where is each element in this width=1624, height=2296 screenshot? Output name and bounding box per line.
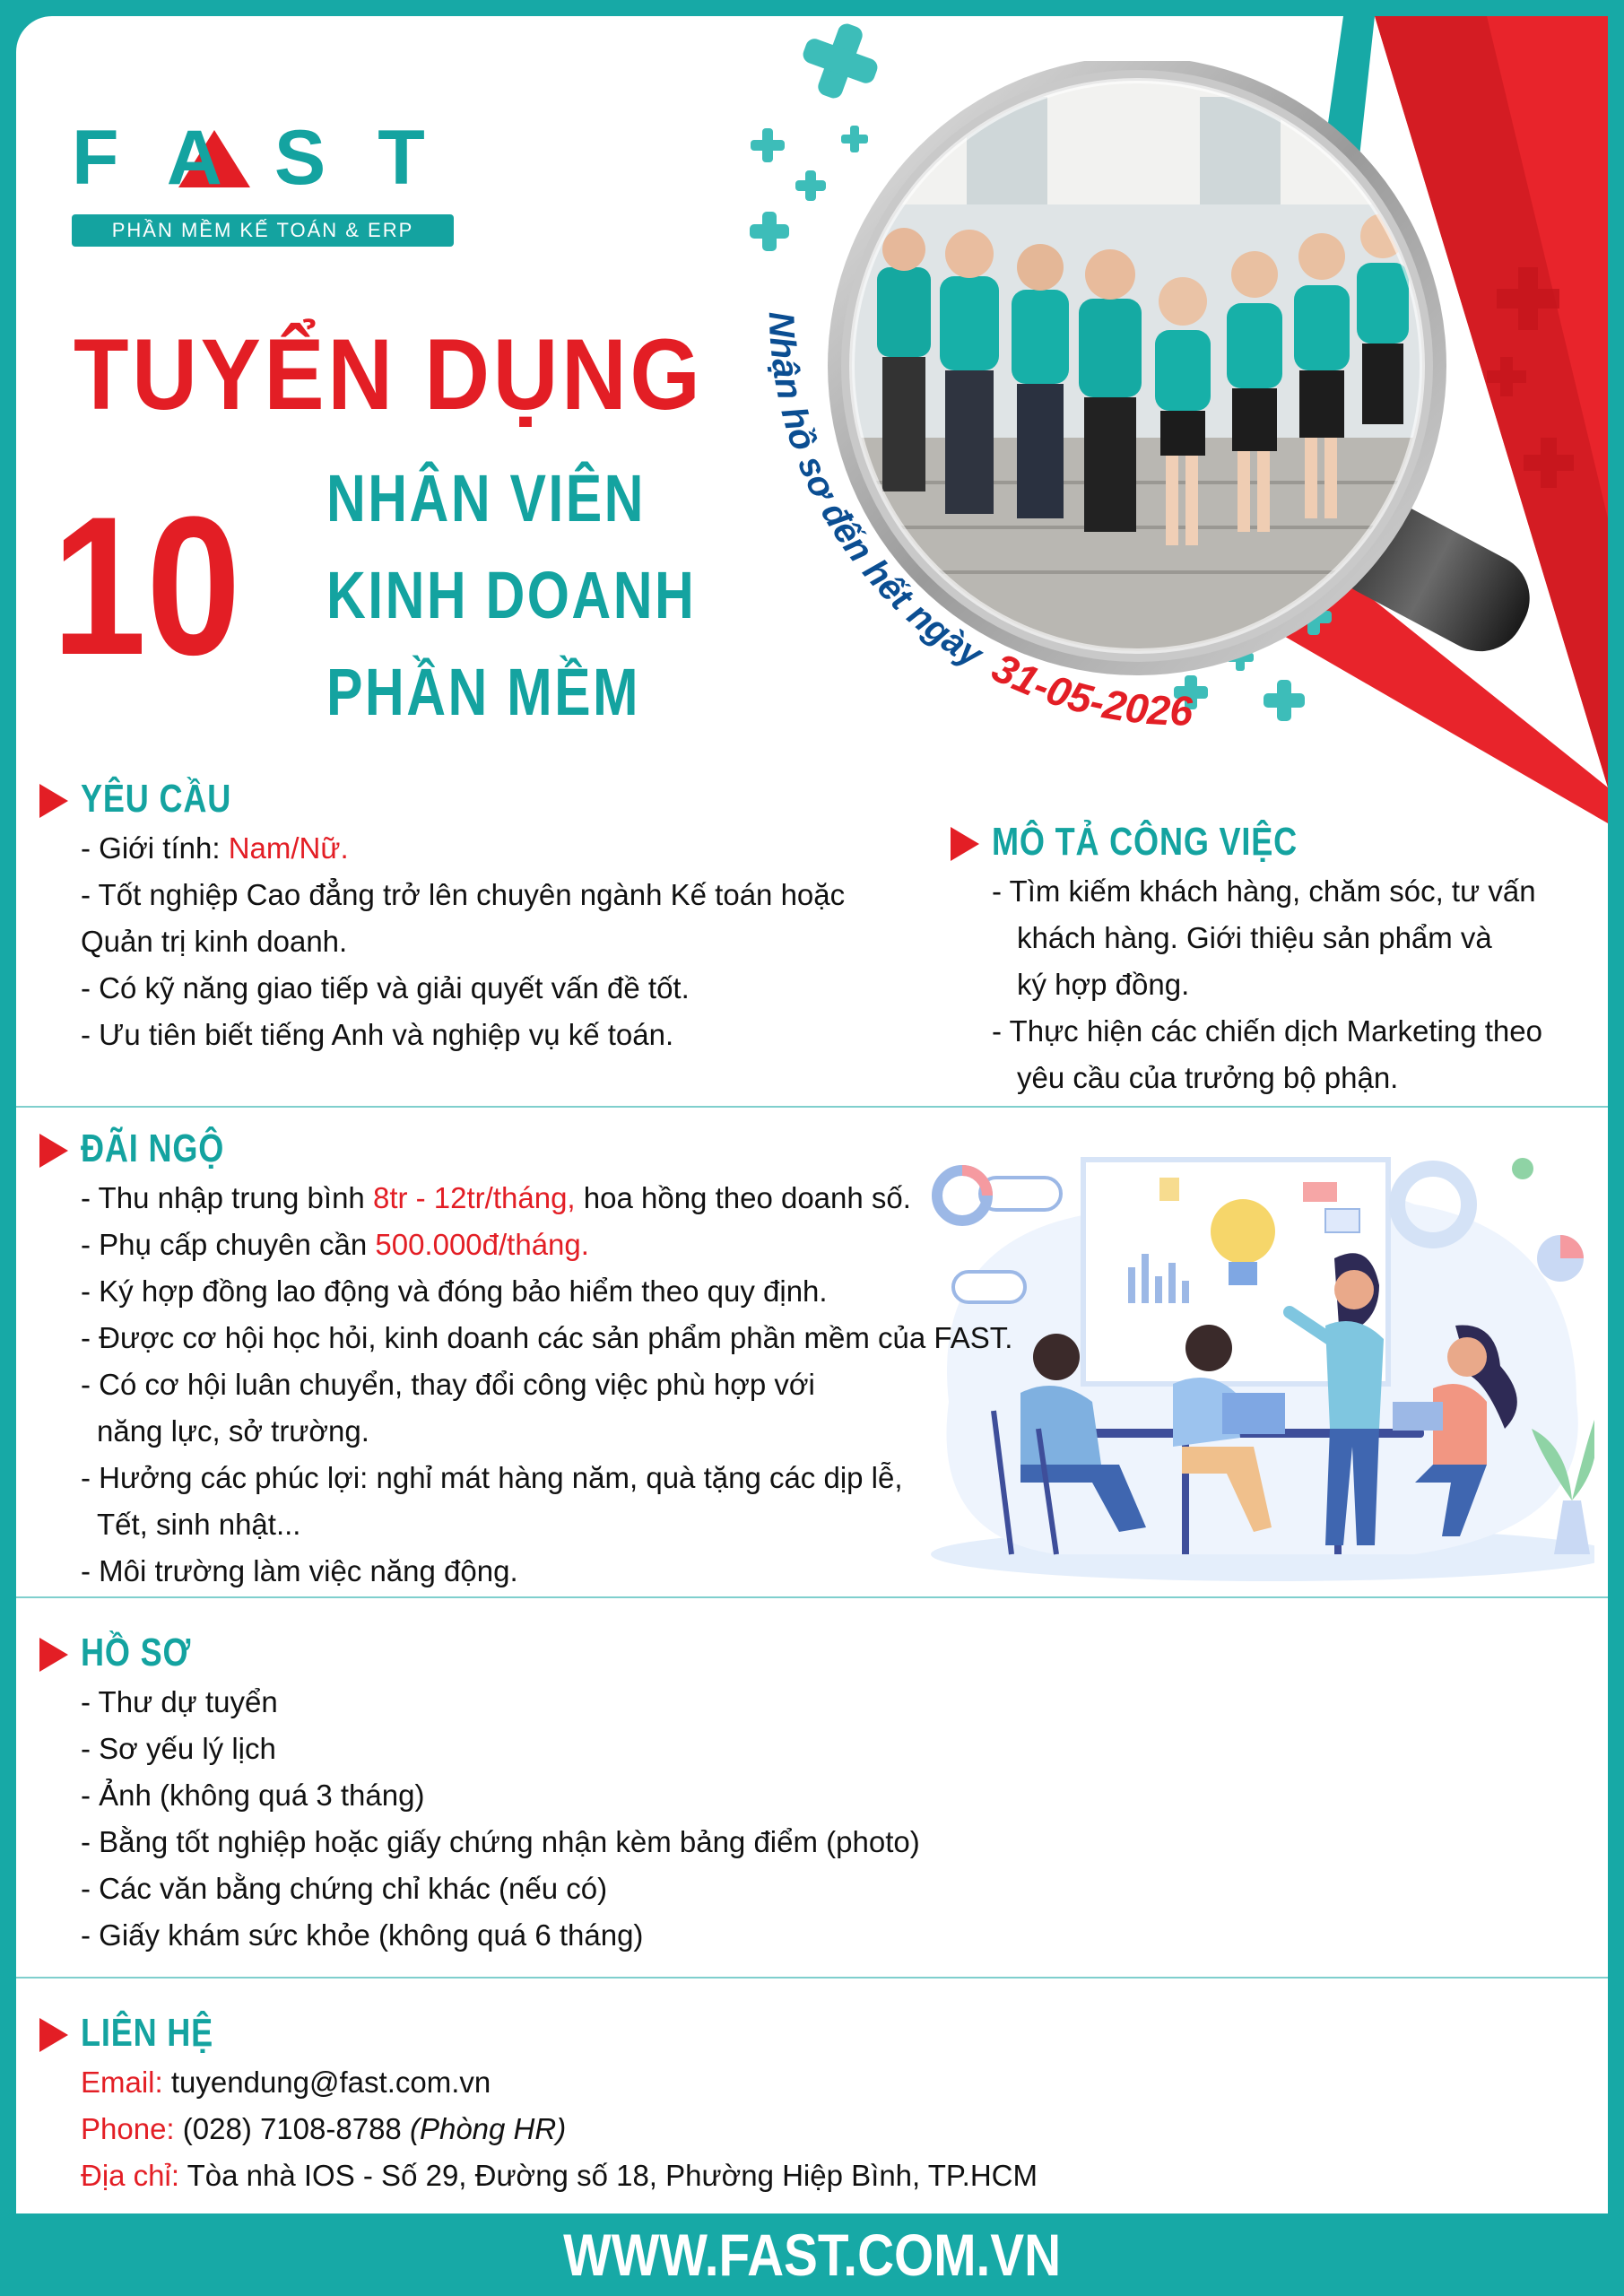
job-description-bullet-icon [951, 827, 979, 861]
position-line-1: NHÂN VIÊN [326, 461, 646, 535]
logo-tagline: PHẦN MỀM KẾ TOÁN & ERP [72, 214, 454, 247]
benefits-line-5: - Hưởng các phúc lợi: nghỉ mát hàng năm, quà tặng các dịp lễ, [81, 1461, 903, 1494]
income-suffix: hoa hồng theo doanh số. [575, 1181, 911, 1214]
allowance-prefix: - Phụ cấp chuyên cần [81, 1228, 376, 1261]
contact-email [81, 2059, 491, 2106]
contact-address [81, 2152, 1038, 2199]
deadline-date: 31-05-2026 [985, 643, 1194, 735]
footer-website[interactable] [0, 2213, 1624, 2296]
gender-value: Nam/Nữ. [228, 831, 349, 865]
allowance-value: 500.000đ/tháng. [375, 1228, 589, 1261]
phone-value[interactable]: (028) 7108-8788 [182, 2112, 410, 2145]
deadline-arc [698, 240, 1254, 796]
job-description-line-1: - Tìm kiếm khách hàng, chăm sóc, tư vấn [992, 874, 1536, 908]
documents-line-2: - Sơ yếu lý lịch [81, 1732, 276, 1765]
benefits-income [81, 1175, 911, 1222]
job-description-line-5: yêu cầu của trưởng bộ phận. [1017, 1061, 1399, 1094]
documents-line-6: - Giấy khám sức khỏe (không quá 6 tháng) [81, 1918, 644, 1952]
gender-label: - Giới tính: [81, 831, 229, 865]
documents-line-1: - Thư dự tuyển [81, 1685, 278, 1718]
position-line-3: PHẦN MỀM [326, 655, 641, 729]
contact-bullet-icon [39, 2018, 68, 2052]
benefits-line-2: - Được cơ hội học hỏi, kinh doanh các sản phẩm phần mềm của FAST. [81, 1321, 1013, 1354]
requirements-gender [81, 825, 349, 872]
job-description-line-4: - Thực hiện các chiến dịch Marketing theo [992, 1014, 1542, 1048]
documents-line-3: - Ảnh (không quá 3 tháng) [81, 1779, 425, 1812]
contact-title: LIÊN HỆ [81, 2011, 214, 2055]
benefits-title: ĐÃI NGỘ [81, 1126, 225, 1170]
documents-line-5: - Các văn bằng chứng chỉ khác (nếu có) [81, 1872, 608, 1905]
job-description-line-3: ký hợp đồng. [1017, 968, 1190, 1001]
logo-brand: FAST [72, 115, 477, 201]
requirements-title: YÊU CẦU [81, 777, 232, 821]
address-label: Địa chỉ: [81, 2159, 187, 2192]
contact-phone [81, 2106, 566, 2152]
benefits-line-3: - Có cơ hội luân chuyển, thay đổi công việc phù hợp với [81, 1368, 815, 1401]
divider-3 [16, 1977, 1608, 1979]
divider-2 [16, 1596, 1608, 1598]
requirements-line-4: - Ưu tiên biết tiếng Anh và nghiệp vụ kế toán. [81, 1018, 674, 1051]
phone-note: (Phòng HR) [409, 2112, 567, 2145]
fast-logo [72, 115, 477, 254]
job-description-line-2: khách hàng. Giới thiệu sản phẩm và [1017, 921, 1492, 954]
website-link[interactable]: WWW.FAST.COM.VN [563, 2222, 1061, 2288]
phone-label: Phone: [81, 2112, 183, 2145]
address-value: Tòa nhà IOS - Số 29, Đường số 18, Phường Hiệp Bình, TP.HCM [187, 2159, 1038, 2192]
poster-card [16, 16, 1608, 2213]
income-value: 8tr - 12tr/tháng, [372, 1181, 576, 1214]
svg-text:Nhận hồ sơ đến hết ngày [761, 311, 1194, 735]
documents-bullet-icon [39, 1638, 68, 1672]
divider-1 [16, 1106, 1608, 1108]
deadline-label: Nhận hồ sơ đến hết ngày [760, 310, 990, 675]
requirements-bullet-icon [39, 784, 68, 818]
benefits-line-1: - Ký hợp đồng lao động và đóng bảo hiểm theo quy định. [81, 1274, 828, 1308]
office-illustration [913, 1133, 1594, 1590]
benefits-line-4: năng lực, sở trường. [97, 1414, 369, 1448]
benefits-line-6: Tết, sinh nhật... [97, 1508, 301, 1541]
benefits-bullet-icon [39, 1134, 68, 1168]
hero-count: 10 [52, 475, 241, 696]
income-prefix: - Thu nhập trung bình [81, 1181, 373, 1214]
benefits-line-7: - Môi trường làm việc năng động. [81, 1554, 518, 1587]
documents-title: HỒ SƠ [81, 1631, 192, 1674]
requirements-line-2: Quản trị kinh doanh. [81, 925, 348, 958]
requirements-line-1: - Tốt nghiệp Cao đẳng trở lên chuyên ngành Kế toán hoặc [81, 878, 846, 911]
hero-heading: TUYỂN DỤNG [74, 318, 704, 430]
documents-line-4: - Bằng tốt nghiệp hoặc giấy chứng nhận kèm bảng điểm (photo) [81, 1825, 920, 1858]
position-line-2: KINH DOANH [326, 558, 697, 632]
email-label: Email: [81, 2066, 171, 2099]
job-description-title: MÔ TẢ CÔNG VIỆC [992, 820, 1298, 864]
benefits-allowance [81, 1222, 589, 1268]
requirements-line-3: - Có kỹ năng giao tiếp và giải quyết vấn đề tốt. [81, 971, 690, 1004]
email-value[interactable]: tuyendung@fast.com.vn [170, 2066, 491, 2099]
